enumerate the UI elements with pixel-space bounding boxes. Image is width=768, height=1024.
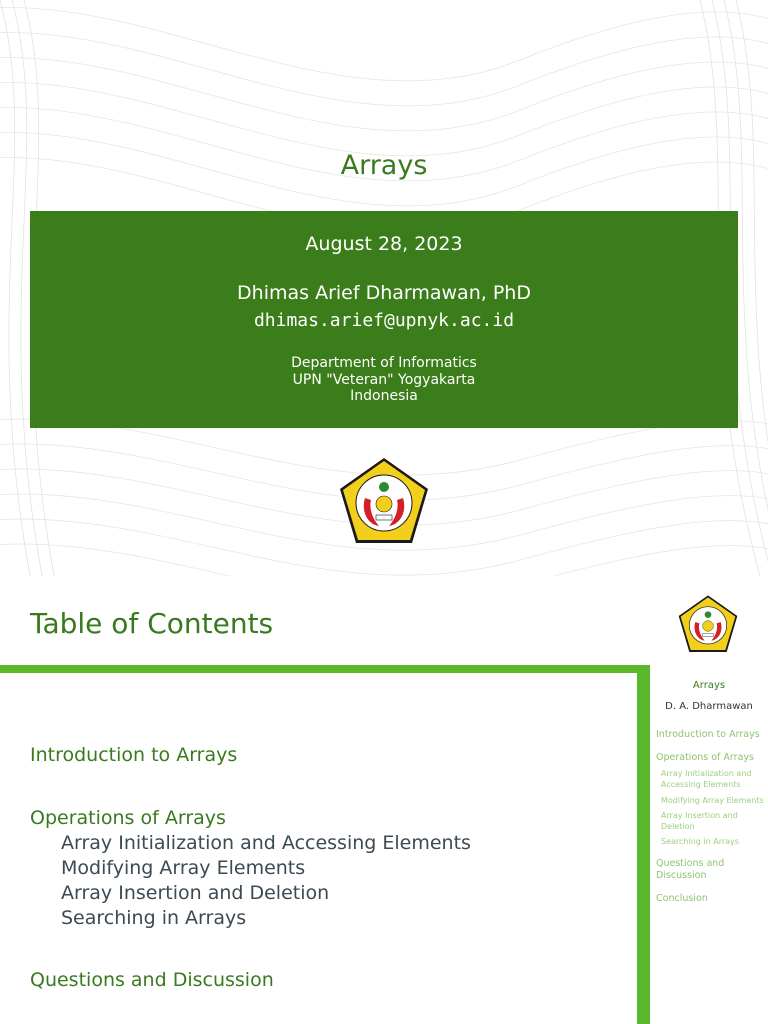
sidebar-item-operations[interactable]: Operations of Arrays [656, 752, 754, 763]
sidebar-item-conclusion[interactable]: Conclusion [656, 893, 708, 904]
toc-title: Table of Contents [30, 607, 274, 640]
sidebar-subitem-modifying[interactable]: Modifying Array Elements [661, 796, 764, 805]
presentation-title: Arrays [340, 150, 428, 181]
author-name: Dhimas Arief Dharmawan, PhD [237, 282, 531, 304]
sidebar-subitem-insertion[interactable]: Array Insertion and Deletion [661, 811, 738, 831]
institute-block [30, 355, 738, 405]
university-logo-small [676, 594, 740, 654]
sidebar-title[interactable]: Arrays [692, 680, 726, 691]
sidebar-subitem-searching[interactable]: Searching in Arrays [661, 837, 739, 846]
toc-section-questions[interactable]: Questions and Discussion [30, 969, 274, 991]
presentation-date: August 28, 2023 [305, 233, 463, 255]
sidebar-author: D. A. Dharmawan [665, 701, 753, 712]
institute-line-country: Indonesia [350, 388, 418, 404]
toc-section-introduction[interactable]: Introduction to Arrays [30, 744, 238, 766]
title-info-box [30, 211, 738, 428]
sidebar-item-introduction[interactable]: Introduction to Arrays [656, 729, 760, 740]
toc-subsection-modifying[interactable]: Modifying Array Elements [61, 857, 306, 879]
toc-subsection-searching[interactable]: Searching in Arrays [61, 907, 247, 929]
sidebar-subitem-initialization[interactable]: Array Initialization and Accessing Elements [661, 769, 752, 789]
navigation-sidebar [650, 665, 768, 1024]
toc-slide [0, 576, 768, 1024]
university-logo [337, 456, 431, 546]
toc-section-operations[interactable]: Operations of Arrays [30, 807, 226, 829]
author-email: dhimas.arief@upnyk.ac.id [253, 310, 515, 331]
toc-subsection-initialization[interactable]: Array Initialization and Accessing Elements [61, 832, 471, 854]
sidebar-item-questions[interactable]: Questions and Discussion [656, 858, 725, 881]
toc-subsection-insertion[interactable]: Array Insertion and Deletion [61, 882, 330, 904]
sidebar-divider-bar [637, 665, 650, 1024]
institute-line-university: UPN "Veteran" Yogyakarta [292, 371, 476, 388]
institute-line-department: Department of Informatics [291, 355, 477, 371]
header-divider-bar [0, 665, 650, 673]
